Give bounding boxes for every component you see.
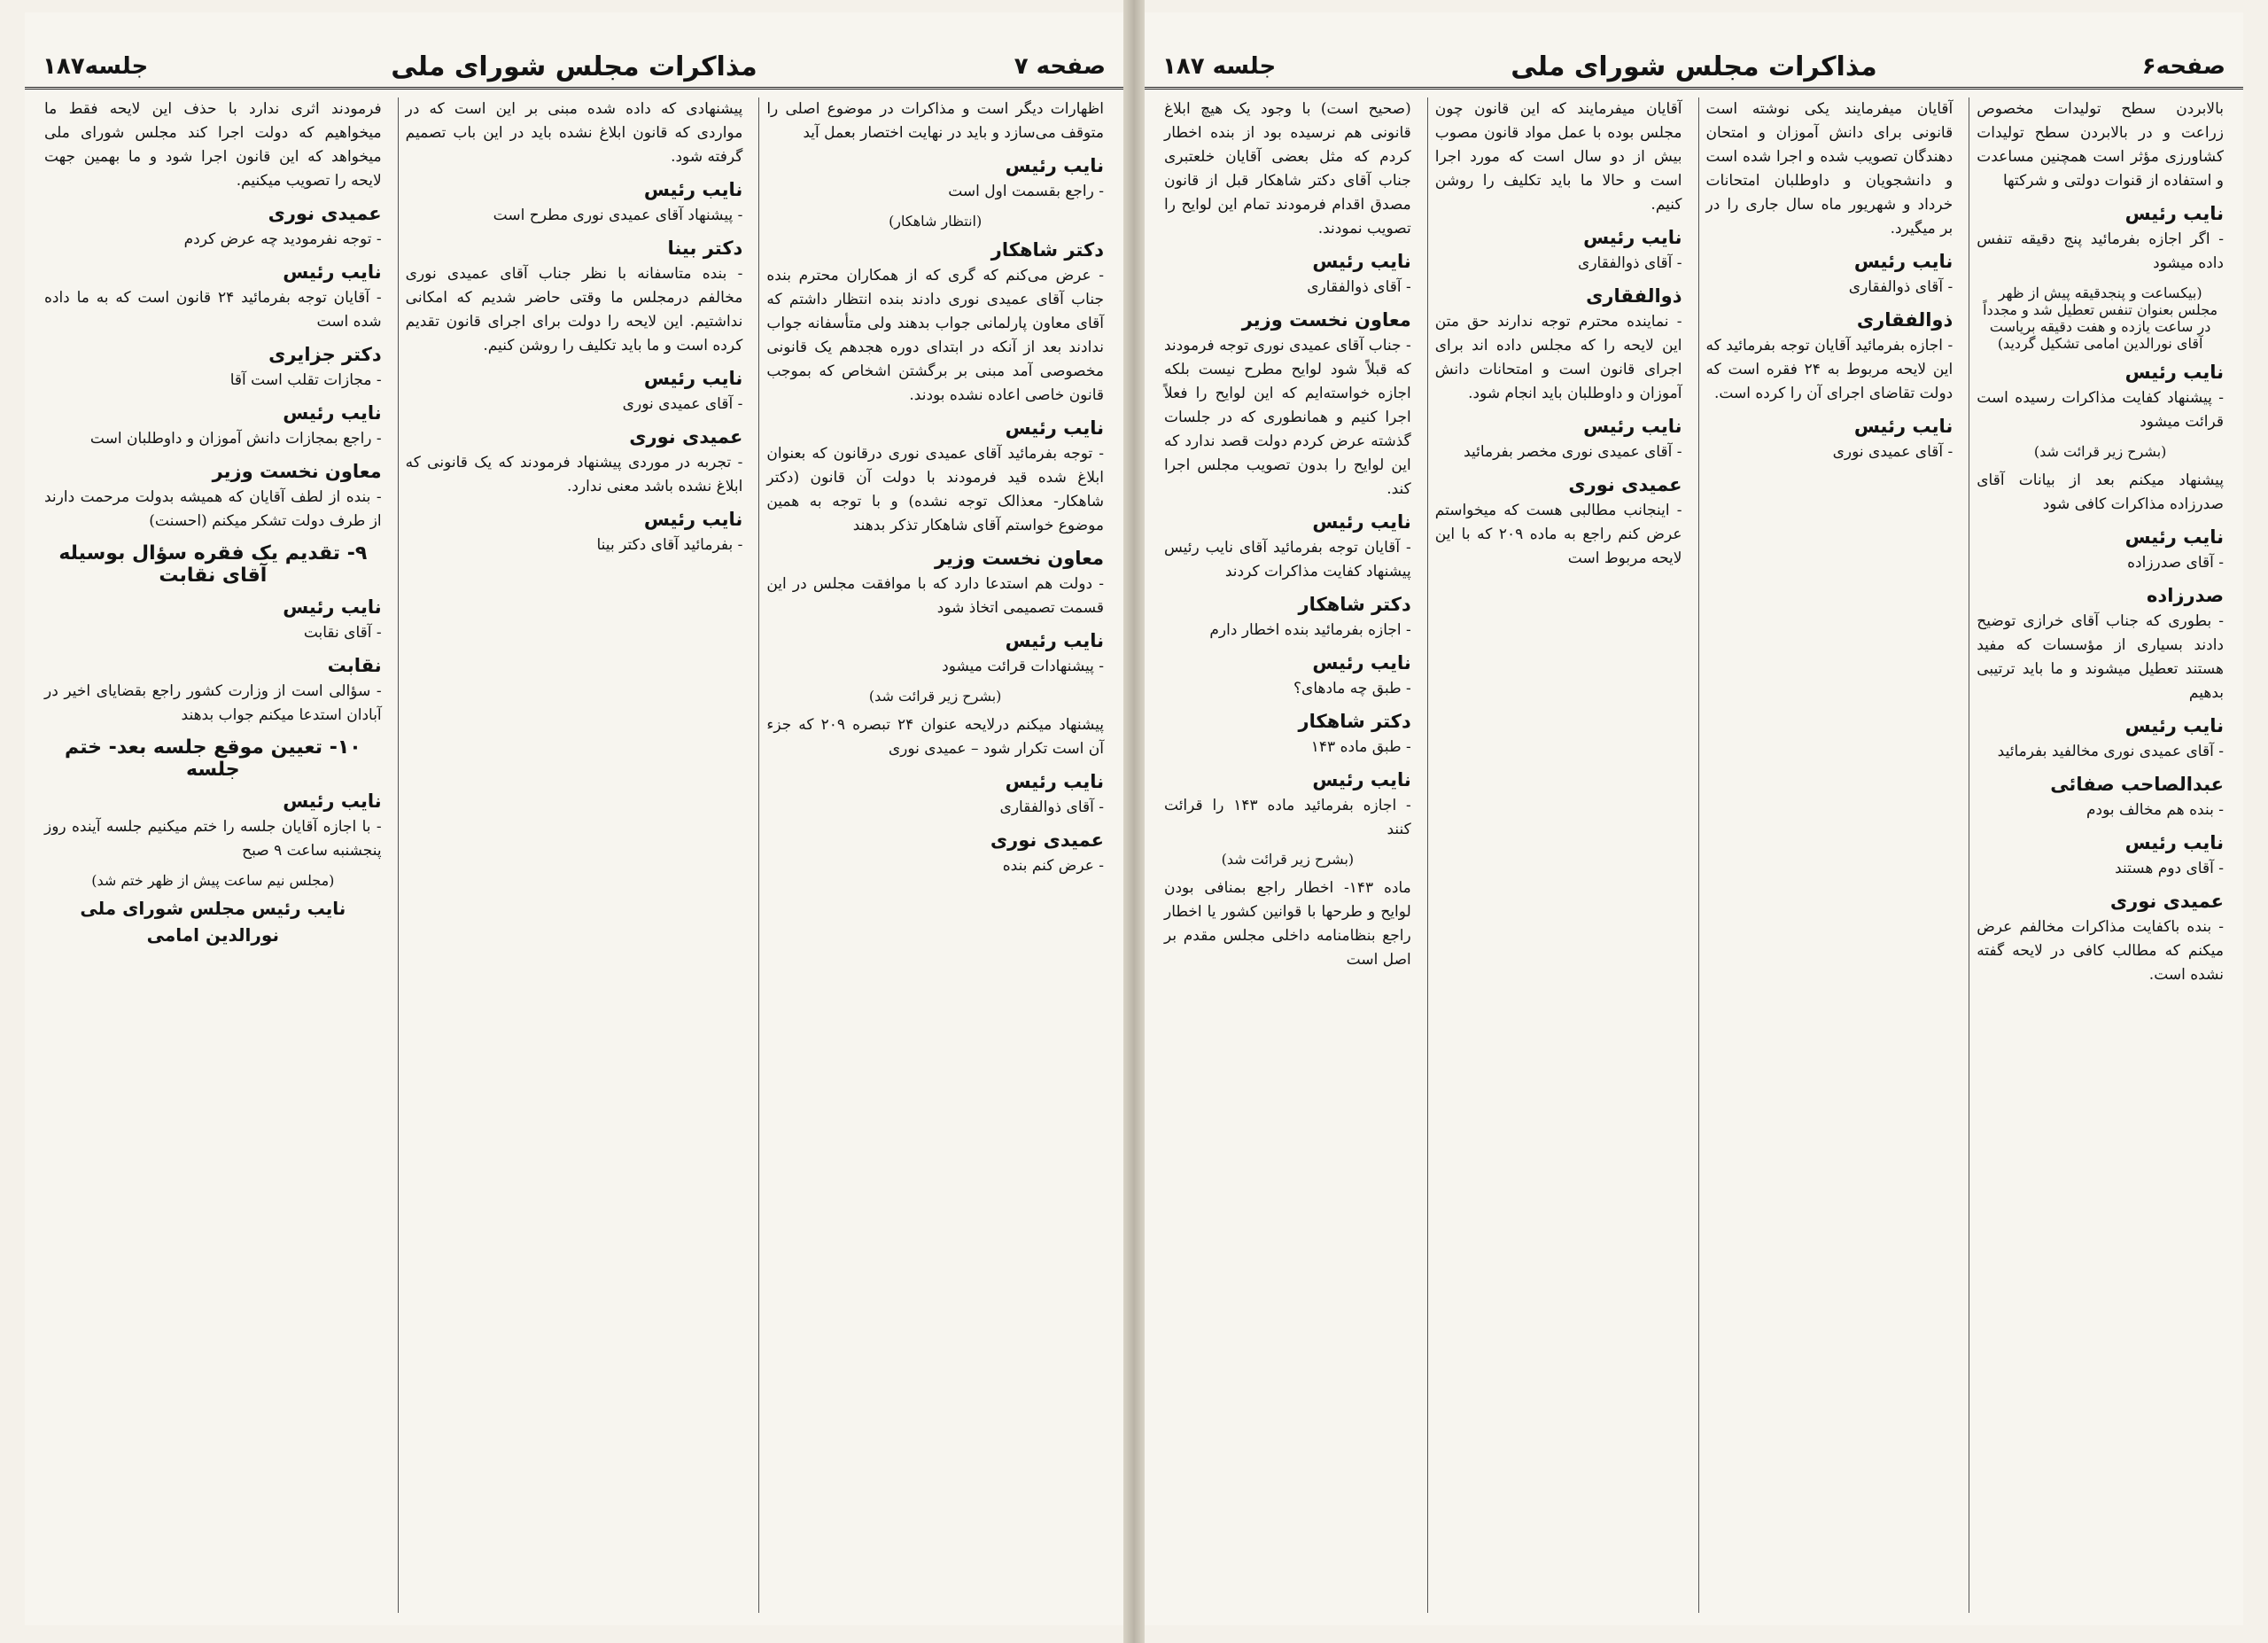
speaker-name: نایب رئیس [2124, 832, 2224, 853]
speaker-name: دکتر بینا [667, 237, 743, 259]
speaker-name: نایب رئیس [2124, 203, 2224, 224]
speech: نایب رئیس - توجه بفرمائید آقای عمیدی نوری درقانون که بعنوان ابلاغ شده قید فرمودند با دولت آن قانون (دکتر شاهکار- معذالک توجه نشده) و با توجه به همین موضوع خواستم آقای شاهکار تذکر بدهند [766, 417, 1104, 534]
page-number: صفحه۶ [2141, 53, 2225, 80]
column-1 [1157, 97, 1418, 1613]
column-3 [1698, 97, 1961, 1613]
speech: نایب رئیس - آقای عمیدی نوری مخالفید بفرمائید [1977, 714, 2224, 764]
speaker-name: نایب رئیس [1312, 251, 1411, 272]
paragraph: اظهارات دیگر است و مذاکرات در موضوع اصلی را متوقف می‌سازد و باید در نهایت اختصار بعمل آید [766, 100, 1104, 142]
session-number: جلسه ۱۸۷ [1162, 53, 1277, 80]
stage-direction: (انتظار شاهکار) [889, 213, 983, 230]
speaker-name: دکتر جزایری [268, 344, 382, 365]
speaker-name: عمیدی نوری [629, 426, 743, 448]
speech: عمیدی نوری - اینجانب مطالبی هست که میخواستم عرض کنم راجع به ماده ۲۰۹ که با این لایحه مربوط است [1434, 474, 1682, 567]
speaker-name: صدرزاده [2147, 585, 2224, 606]
column-3 [37, 97, 389, 1613]
speech: نایب رئیس - آقایان توجه بفرمائید آقای نایب رئیس پیشنهاد کفایت مذاکرات کردند [1164, 511, 1411, 580]
column-2 [398, 97, 750, 1613]
speaker-name: عمیدی نوری [2109, 891, 2224, 912]
speaker-name: نایب رئیس [643, 179, 743, 200]
speech: نایب رئیس - آقای ذوالفقاری [1164, 250, 1411, 300]
speaker-name: معاون نخست وزیر [1241, 309, 1411, 331]
session-number: جلسه۱۸۷ [43, 53, 149, 80]
paragraph: آقایان میفرمایند که این قانون چون مجلس بوده با عمل مواد قانون مصوب بیش از دو سال است که مورد اجرا است و حالا ما باید تکلیف را روشن کنیم. [1434, 100, 1682, 214]
stage-direction: (بشرح زیر قرائت شد) [868, 688, 1002, 705]
speech: نایب رئیس - آقای عمیدی نوری [406, 367, 743, 417]
speech: نایب رئیس - بفرمائید آقای دکتر بینا [406, 508, 743, 557]
speech: دکتر شاهکار - اجازه بفرمائید بنده اخطار دارم [1164, 593, 1411, 642]
closing-signature: نورالدین امامی [146, 924, 279, 946]
speech: نایب رئیس - آقای عمیدی نوری [1706, 415, 1953, 464]
speaker-name: عمیدی نوری [268, 203, 382, 224]
speaker-name: نایب رئیس [283, 596, 382, 618]
speech: نایب رئیس - آقای ذوالفقاری [766, 770, 1104, 820]
speaker-name: نایب رئیس [1853, 251, 1953, 272]
closing-title: نایب رئیس مجلس شورای ملی [80, 898, 346, 919]
speech: معاون نخست وزیر - جناب آقای عمیدی نوری توجه فرمودند که قبلاً شود لوایح مطرح نیست بلکه اجازه خواسته‌ایم که این لوایح را فعلاً اجرا کنیم و همانطوری که در جلسات گذشته عرض کردم دولت قصد ندارد که این لوایح را بدون تصویب مجلس اجرا کند. [1164, 309, 1411, 498]
speech: نایب رئیس - آقایان توجه بفرمائید ۲۴ قانون است که به ما داده شده است [43, 261, 382, 331]
speech: نایب رئیس - راجع بقسمت اول است [766, 154, 1104, 204]
paragraph: پیشنهادی که داده شده مبنی بر این است که در مواردی که قانون ابلاغ نشده باید در این باب تصمیم گرفته شود. [405, 100, 743, 166]
speaker-name: عبدالصاحب صفائی [2050, 774, 2224, 795]
speech: عبدالصاحب صفائی - بنده هم مخالف بودم [1977, 773, 2224, 822]
left-page [25, 12, 1123, 1625]
speech: نایب رئیس - آقای ذوالفقاری [1706, 250, 1953, 300]
speaker-name: عمیدی نوری [990, 829, 1104, 851]
speaker-name: نایب رئیس [1583, 227, 1682, 248]
speaker-name: نایب رئیس [1853, 416, 1953, 437]
speaker-name: ذوالفقاری [1586, 285, 1682, 307]
paragraph: ماده ۱۴۳- اخطار راجع بمنافی بودن لوایح و طرحها با قوانین کشور یا اخطار راجع بنظامنامه داخلی مجلس مقدم بر اصل است [1164, 879, 1411, 969]
speech: معاون نخست وزیر - دولت هم استدعا دارد که با موافقت مجلس در این قسمت تصمیمی اتخاذ شود [766, 548, 1104, 617]
speech: نایب رئیس - اگر اجازه بفرمائید پنج دقیقه تنفس داده میشود [1977, 203, 2224, 272]
speaker-name: نایب رئیس [1005, 417, 1104, 439]
speech: عمیدی نوری - عرض کنم بنده [766, 829, 1104, 878]
speaker-name: معاون نخست وزیر [934, 548, 1104, 569]
page-header [25, 48, 1123, 90]
speech: عمیدی نوری - تجربه در موردی پیشنهاد فرمودند که یک قانونی که ابلاغ نشده باشد معنی ندارد. [405, 426, 743, 495]
speech: معاون نخست وزیر - بنده از لطف آقایان که همیشه بدولت مرحمت دارند از طرف دولت تشکر میکنم (احسنت) [43, 461, 382, 530]
speaker-name: عمیدی نوری [1568, 474, 1682, 495]
speaker-name: نایب رئیس [1312, 652, 1411, 674]
right-page [1145, 12, 2243, 1625]
speech: نایب رئیس - آقای صدرزاده [1977, 526, 2224, 575]
speech: دکتر جزایری - مجازات تقلب است آقا [44, 343, 382, 393]
speaker-name: دکتر شاهکار [1298, 594, 1411, 615]
section-heading: ۱۰- تعیین موقع جلسه بعد- ختم جلسه [64, 736, 361, 781]
speech: دکتر شاهکار - طبق ماده ۱۴۳ [1164, 710, 1411, 759]
speech: صدرزاده - بطوری که جناب آقای خرازی توضیح دادند بسیاری از مؤسسات که مفید هستند تعطیل میشوند و ما باید ترتیبی بدهیم [1977, 585, 2224, 702]
speech: نایب رئیس - راجع بمجازات دانش آموزان و داوطلبان است [44, 401, 382, 451]
speaker-name: نایب رئیس [1312, 769, 1411, 790]
speech: نایب رئیس - پیشنهاد آقای عمیدی نوری مطرح است [406, 178, 743, 228]
speaker-name: نایب رئیس [1005, 630, 1104, 651]
speaker-name: نایب رئیس [1005, 155, 1104, 176]
speech: نایب رئیس - اجازه بفرمائید ماده ۱۴۳ را قرائت کنند [1164, 769, 1411, 838]
stage-direction: (بشرح زیر قرائت شد) [1221, 851, 1355, 868]
page-title: مذاکرات مجلس شورای ملی [1511, 51, 1877, 82]
page-header [1145, 48, 2243, 90]
speaker-name: معاون نخست وزیر [212, 461, 382, 482]
paragraph: پیشنهاد میکنم درلایحه عنوان ۲۴ تبصره ۲۰۹ که جزء آن است تکرار شود – عمیدی نوری [766, 716, 1104, 758]
paragraph: (صحیح است) با وجود یک هیچ ابلاغ قانونی هم نرسیده بود از بنده اخطار کردم که مثل بعضی آقایان خلعتبری جناب آقای دکتر شاهکار قبل از قانون مصدق اقدام فرمودند تمام این لوایح را تصویب نمودند. [1164, 100, 1411, 237]
speech: نقابت - سؤالی است از وزارت کشور راجع بقضایای اخیر در آبادان استدعا میکنم جواب بدهند [43, 655, 382, 724]
speaker-name: دکتر شاهکار [1298, 711, 1411, 732]
speech: نایب رئیس - پیشنهادات قرائت میشود [766, 629, 1104, 679]
stage-direction: (بیکساعت و پنجدقیقه پیش از ظهر مجلس بعنوان تنفس تعطیل شد و مجدداً در ساعت یازده و هفت دقیقه بریاست آقای نورالدین امامی تشکیل گردید) [1983, 284, 2218, 352]
speaker-name: ذوالفقاری [1856, 309, 1953, 331]
book-gutter [1123, 0, 1145, 1643]
speaker-name: نایب رئیس [1005, 771, 1104, 792]
speech: نایب رئیس - آقای عمیدی نوری مخصر بفرمائید [1435, 415, 1682, 464]
section-heading: ۹- تقدیم یک فقره سؤال بوسیله آقای نقابت [58, 542, 368, 587]
speech: ذوالفقاری - اجازه بفرمائید آقایان توجه بفرمائید که این لایحه مربوط به ۲۴ فقره است که دولت تقاضای اجرای آن را کرده است. [1705, 309, 1953, 402]
speech: عمیدی نوری - بنده باکفایت مذاکرات مخالفم عرض میکنم که مطالب کافی در لایحه گفته نشده است. [1977, 891, 2224, 984]
speaker-name: نایب رئیس [643, 368, 743, 389]
paragraph: پیشنهاد میکنم بعد از بیانات آقای صدرزاده مذاکرات کافی شود [1977, 471, 2224, 513]
paragraph: بالابردن سطح تولیدات مخصوص زراعت و در بالابردن سطح تولیدات کشاورزی مؤثر است همچنین مساعدت و استفاده از قنوات دولتی و شرکتها [1977, 100, 2224, 190]
columns [37, 97, 1111, 1613]
speech: نایب رئیس - پیشنهاد کفایت مذاکرات رسیده است قرائت میشود [1977, 362, 2224, 431]
paragraph: آقایان میفرمایند یکی نوشته است قانونی برای دانش آموزان و امتحان دهندگان تصویب شده و اجرا شده است و دانشجویان و داوطلبان امتحانات خرداد و شهریور ماه سال جاری را در بر میگیرد. [1705, 100, 1953, 237]
speech: نایب رئیس - آقای ذوالفقاری [1435, 226, 1682, 276]
speech: عمیدی نوری - توجه نفرمودید چه عرض کردم [44, 202, 382, 252]
speaker-name: نایب رئیس [1312, 511, 1411, 533]
speech: نایب رئیس - آقای دوم هستند [1977, 831, 2224, 881]
speech: نایب رئیس - با اجازه آقایان جلسه را ختم میکنیم جلسه آینده روز پنجشنبه ساعت ۹ صبح [43, 790, 382, 860]
speaker-name: نایب رئیس [2124, 362, 2224, 383]
speech: ذوالفقاری - نماینده محترم توجه ندارند حق متن این لایحه را که مجلس داده اند برای اجرای قانون است و امتحانات دانش آموزان و داوطلبان باید انجام شود. [1434, 285, 1682, 402]
stage-direction: (بشرح زیر قرائت شد) [2033, 443, 2167, 460]
speaker-name: نایب رئیس [1583, 416, 1682, 437]
column-2 [1427, 97, 1689, 1613]
speaker-name: نایب رئیس [2124, 526, 2224, 548]
speaker-name: نایب رئیس [2124, 715, 2224, 736]
speaker-name: نقابت [327, 655, 382, 676]
speech: نایب رئیس - آقای نقابت [44, 596, 382, 645]
speaker-name: نایب رئیس [283, 402, 382, 424]
page-title: مذاکرات مجلس شورای ملی [391, 51, 757, 82]
speech: نایب رئیس - طبق چه مادهای؟ [1164, 651, 1411, 701]
speech: دکتر بینا - بنده متاسفانه با نظر جناب آقای عمیدی نوری مخالفم درمجلس ما وقتی حاضر شدیم که امکانی نداشتیم. این لایحه را دولت برای اجرای قانون تقدیم کرده است و ما باید تکلیف را روشن کنیم. [405, 237, 743, 354]
column-1 [758, 97, 1111, 1613]
speech: دکتر شاهکار - عرض می‌کنم که گری که از همکاران محترم بنده جناب آقای عمیدی نوری دادند بنده انتظار داشتم که آقای معاون پارلمانی جواب بدهند ولی متأسفانه جواب ندادند بعد از آنکه در ابتدای دوره هجدهم یک قانونی مخصوصی آمد مبنی بر برگشتن اشخاص که بموجب قانون خاصی اعاده نشده بودند. [766, 239, 1104, 404]
speaker-name: نایب رئیس [283, 261, 382, 283]
speaker-name: دکتر شاهکار [990, 239, 1104, 261]
columns [1157, 97, 2231, 1613]
paragraph: فرمودند اثری ندارد با حذف این لایحه فقط ما میخواهیم که دولت اجرا کند مجلس شورای ملی میخواهد که این قانون اجرا شود و ما بهمین جهت لایحه را تصویب میکنیم. [43, 100, 382, 190]
speaker-name: نایب رئیس [283, 790, 382, 812]
page-number: صفحه ۷ [1014, 53, 1106, 80]
stage-direction: (مجلس نیم ساعت پیش از ظهر ختم شد) [91, 872, 335, 889]
column-4 [1969, 97, 2231, 1613]
speaker-name: نایب رئیس [643, 509, 743, 530]
